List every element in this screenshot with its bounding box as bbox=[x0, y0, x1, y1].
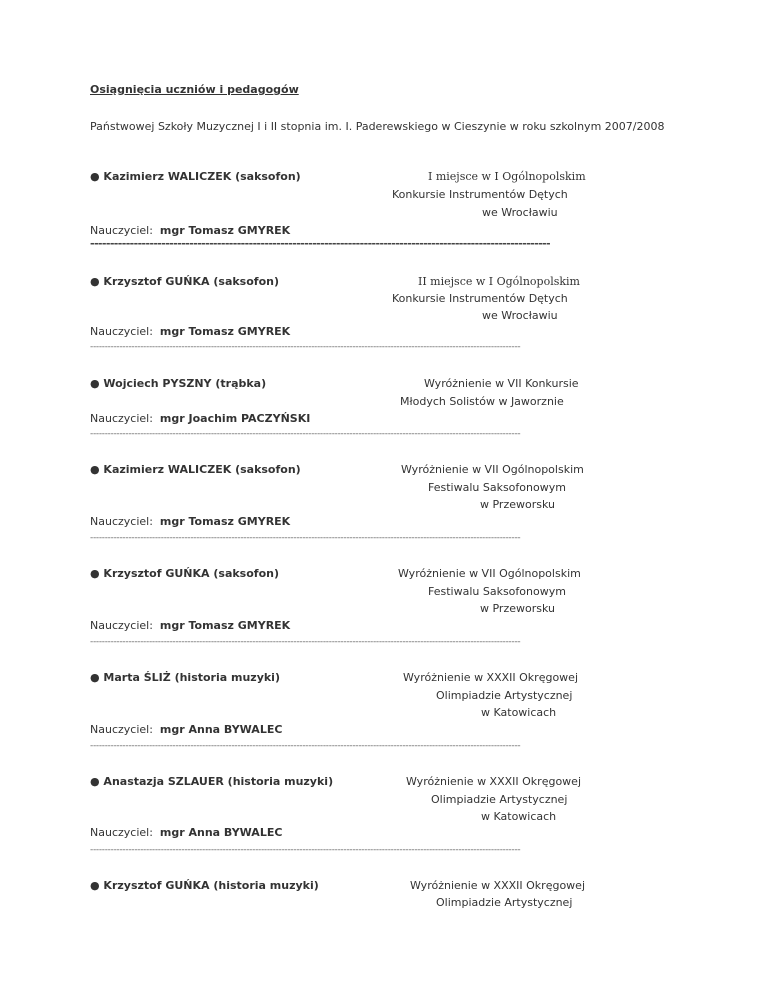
teacher-name: mgr Anna BYWALEC bbox=[159, 826, 283, 839]
separator-line: -------------------------------------------------------------------------------------------------------------------------------------------------- bbox=[90, 342, 521, 352]
entry-teacher bbox=[90, 515, 290, 528]
entry-student: ● Kazimierz WALICZEK (saksofon) bbox=[90, 463, 301, 476]
entry-student: ● Wojciech PYSZNY (trąbka) bbox=[90, 377, 267, 390]
entry-student: ● Krzysztof GUŃKA (historia muzyki) bbox=[90, 879, 319, 892]
entry-award-line: Młodych Solistów w Jaworznie bbox=[400, 395, 564, 408]
separator-line: -------------------------------------------------------------------------------------------------------------------------------------------------- bbox=[90, 533, 521, 543]
entry-award-line: I miejsce w I Ogólnopolskim bbox=[428, 170, 586, 183]
entry-award-line: we Wrocławiu bbox=[482, 309, 558, 322]
entry-award-line: Wyróżnienie w XXXII Okręgowej bbox=[410, 879, 586, 892]
entry-award-line: Olimpiadzie Artystycznej bbox=[436, 896, 573, 909]
entry-student: ● Krzysztof GUŃKA (saksofon) bbox=[90, 567, 279, 580]
teacher-prefix: Nauczyciel: bbox=[90, 412, 153, 425]
entry-student: ● Marta ŚLIŻ (historia muzyki) bbox=[90, 671, 280, 684]
separator-line: -------------------------------------------------------------------------------------------------------------------- bbox=[90, 237, 550, 250]
entry-award-line: Wyróżnienie w VII Ogólnopolskim bbox=[398, 567, 581, 580]
teacher-name: mgr Tomasz GMYREK bbox=[159, 224, 291, 237]
teacher-prefix: Nauczyciel: bbox=[90, 224, 153, 237]
entry-student: ● Kazimierz WALICZEK (saksofon) bbox=[90, 170, 301, 183]
teacher-prefix: Nauczyciel: bbox=[90, 515, 153, 528]
separator-line: -------------------------------------------------------------------------------------------------------------------------------------------------- bbox=[90, 845, 521, 855]
entry-award-line: we Wrocławiu bbox=[482, 206, 558, 219]
teacher-name: mgr Anna BYWALEC bbox=[159, 723, 283, 736]
entry-teacher bbox=[90, 224, 290, 237]
teacher-prefix: Nauczyciel: bbox=[90, 619, 153, 632]
entry-award-line: w Przeworsku bbox=[480, 602, 555, 615]
entry-award-line: Konkursie Instrumentów Dętych bbox=[392, 188, 568, 201]
entry-award-line: w Przeworsku bbox=[480, 498, 555, 511]
teacher-prefix: Nauczyciel: bbox=[90, 325, 153, 338]
entry-teacher bbox=[90, 325, 290, 338]
teacher-prefix: Nauczyciel: bbox=[90, 826, 153, 839]
teacher-name: mgr Tomasz GMYREK bbox=[159, 325, 291, 338]
teacher-name: mgr Tomasz GMYREK bbox=[159, 515, 291, 528]
separator-line: -------------------------------------------------------------------------------------------------------------------------------------------------- bbox=[90, 741, 521, 751]
entry-teacher bbox=[90, 412, 310, 425]
entry-award-line: Festiwalu Saksofonowym bbox=[428, 481, 566, 494]
entry-award-line: II miejsce w I Ogólnopolskim bbox=[418, 275, 580, 288]
entry-award-line: Olimpiadzie Artystycznej bbox=[436, 689, 573, 702]
teacher-prefix: Nauczyciel: bbox=[90, 723, 153, 736]
entry-award-line: Wyróżnienie w XXXII Okręgowej bbox=[403, 671, 579, 684]
teacher-name: mgr Joachim PACZYŃSKI bbox=[159, 412, 311, 425]
teacher-name: mgr Tomasz GMYREK bbox=[159, 619, 291, 632]
document-heading: Osiągnięcia uczniów i pedagogów bbox=[90, 83, 299, 96]
entry-award-line: Konkursie Instrumentów Dętych bbox=[392, 292, 568, 305]
document-subheading: Państwowej Szkoły Muzycznej I i II stopnia im. I. Paderewskiego w Cieszynie w roku szkolnym 2007/2008 bbox=[90, 120, 665, 133]
entry-student: ● Anastazja SZLAUER (historia muzyki) bbox=[90, 775, 334, 788]
entry-teacher bbox=[90, 826, 282, 839]
separator-line: -------------------------------------------------------------------------------------------------------------------------------------------------- bbox=[90, 637, 521, 647]
entry-award-line: w Katowicach bbox=[481, 810, 557, 823]
entry-award-line: w Katowicach bbox=[481, 706, 557, 719]
separator-line: -------------------------------------------------------------------------------------------------------------------------------------------------- bbox=[90, 429, 521, 439]
entry-student: ● Krzysztof GUŃKA (saksofon) bbox=[90, 275, 279, 288]
entry-award-line: Wyróżnienie w VII Ogólnopolskim bbox=[401, 463, 584, 476]
entry-award-line: Festiwalu Saksofonowym bbox=[428, 585, 566, 598]
entry-award-line: Olimpiadzie Artystycznej bbox=[431, 793, 568, 806]
entry-teacher bbox=[90, 723, 282, 736]
entry-teacher bbox=[90, 619, 290, 632]
entry-award-line: Wyróżnienie w VII Konkursie bbox=[424, 377, 579, 390]
entry-award-line: Wyróżnienie w XXXII Okręgowej bbox=[406, 775, 582, 788]
